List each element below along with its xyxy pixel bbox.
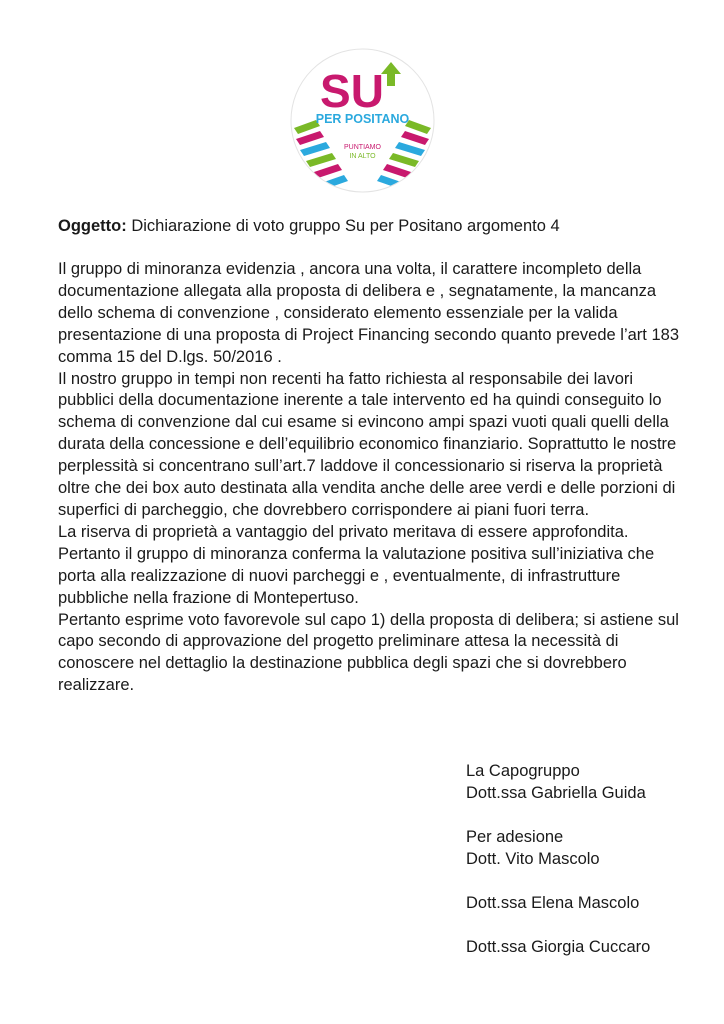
body-paragraph: Pertanto il gruppo di minoranza conferma la valutazione positiva sull’iniziativa che porta alla realizzazione di nuovi parcheggi e , eventualmente, di infrastrutture pubbliche nella frazione di Montepertuso. (58, 544, 655, 607)
signature-block (466, 936, 706, 958)
logo-slogan-line2: IN ALTO (349, 153, 376, 160)
su-per-positano-logo (290, 48, 435, 193)
body-paragraph: Pertanto esprime voto favorevole sul capo 1) della proposta di delibera; si astiene sul capo secondo di approvazione del progetto preliminare attesa la necessità di conoscere nel dettaglio la destinazione pubblica degli spazi che si dovrebbero realizzare. (58, 610, 679, 695)
body-paragraph: Il nostro gruppo in tempi non recenti ha fatto richiesta al responsabile dei lavori pubblici della documentazione inerente a tale intervento ed ha quindi conseguito lo schema di convenzione dal cui esame si evincono ampi spazi vuoti quali quelli della durata della concessione e dell’equilibrio economico finanziario. Soprattutto le nostre perplessità si concentrano sull’art.7 laddove il concessionario si riserva la proprietà oltre che dei box auto destinata alla vendita anche delle aree verdi e delle porzioni di superfici di parcheggio, che dovrebbero corrispondere ai piani fuori terra. (58, 369, 677, 519)
body-paragraph: Il gruppo di minoranza evidenzia , ancora una volta, il carattere incompleto della documentazione allegata alla proposta di delibera e , segnatamente, la mancanza dello schema di convenzione , considerato elemento essenziale per la valida presentazione di una proposta di Project Financing secondo quanto prevede l’art 183 comma 15 del D.lgs. 50/2016 . (58, 260, 679, 366)
signature-block (466, 892, 706, 914)
adhesion-signature-block (466, 826, 706, 870)
subject-line (58, 215, 678, 237)
signatures (466, 760, 706, 980)
signature-adhesion-label: Per adesione (466, 828, 564, 846)
logo-su-text: SU (320, 65, 384, 117)
signature-role: La Capogruppo (466, 762, 580, 780)
signature-name: Dott.ssa Elena Mascolo (466, 894, 640, 912)
signature-name: Dott. Vito Mascolo (466, 850, 600, 868)
leader-signature-block (466, 760, 706, 804)
logo-slogan-line1: PUNTIAMO (344, 144, 381, 151)
body-text (58, 259, 683, 697)
logo-per-positano-text: PER POSITANO (315, 112, 410, 126)
signature-name: Dott.ssa Giorgia Cuccaro (466, 938, 651, 956)
signature-name: Dott.ssa Gabriella Guida (466, 784, 646, 802)
body-paragraph: La riserva di proprietà a vantaggio del privato meritava di essere approfondita. (58, 522, 629, 541)
subject-label: Oggetto: (58, 217, 127, 235)
subject-text: Dichiarazione di voto gruppo Su per Positano argomento 4 (126, 217, 560, 235)
